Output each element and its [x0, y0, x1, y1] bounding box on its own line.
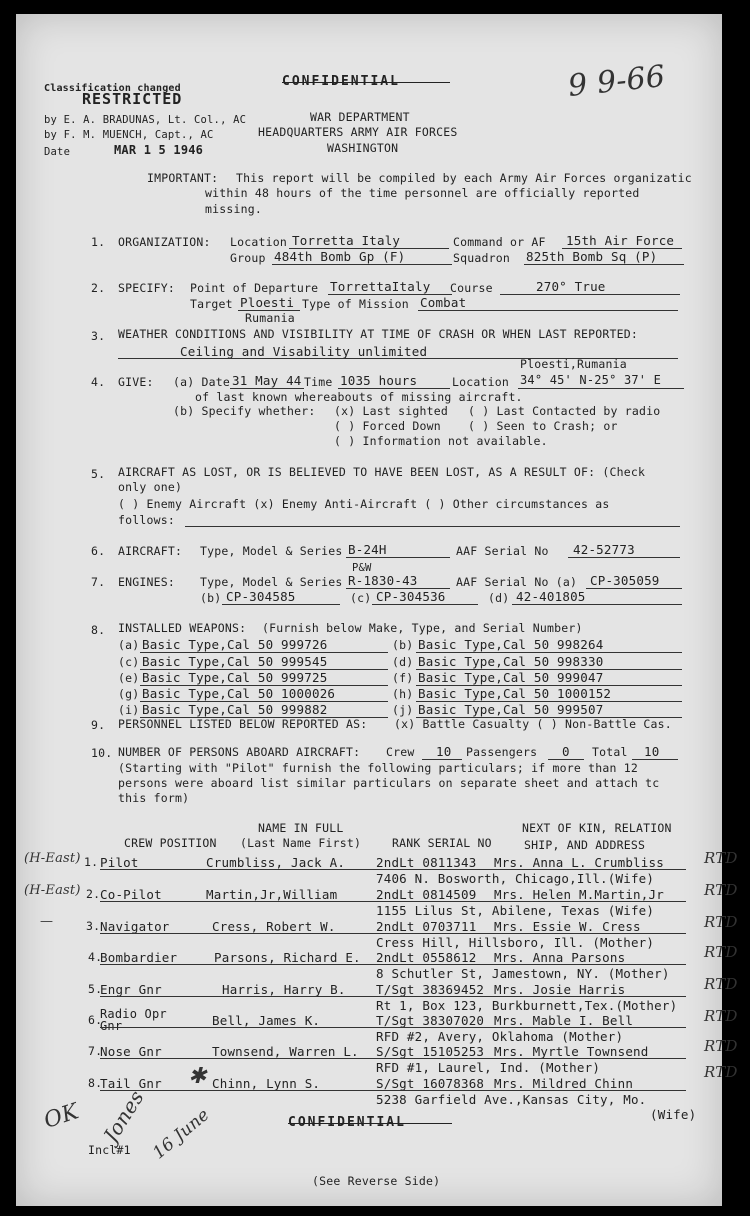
stamp-date-label: Date	[44, 146, 71, 158]
s5-label-line-2: only one)	[118, 480, 183, 494]
crew-rank-serial: 2ndLt 0814509	[376, 887, 477, 902]
crew-status-mark: RTD	[704, 943, 738, 961]
s4-number: 4.	[91, 375, 106, 389]
s6-serial: 42-52773	[573, 542, 635, 557]
header-washington: WASHINGTON	[327, 141, 399, 155]
crew-name: Chinn, Lynn S.	[212, 1076, 321, 1091]
crew-kin: Mrs. Myrtle Townsend	[494, 1044, 649, 1059]
important-line-3: missing.	[205, 202, 262, 216]
weapon-left-value: Basic Type,Cal 50 999726	[142, 637, 328, 652]
s7-type-label: Type, Model & Series	[200, 575, 343, 589]
crew-rank-serial: 2ndLt 0811343	[376, 855, 477, 870]
crew-address: 1155 Lilus St, Abilene, Texas (Wife)	[376, 903, 655, 918]
crew-header-last-first: (Last Name First)	[240, 836, 362, 850]
s5-options: ( ) Enemy Aircraft (x) Enemy Anti-Aircraft ( ) Other circumstances as	[118, 497, 610, 511]
crew-name: Crumbliss, Jack A.	[206, 855, 346, 870]
s2-target: Ploesti	[240, 295, 295, 310]
weapon-left-letter: (e)	[118, 671, 140, 685]
s2-course-label: Course	[450, 281, 493, 295]
crew-status-mark: RTD	[704, 1063, 738, 1081]
crew-address: 8 Schutler St, Jamestown, NY. (Mother)	[376, 966, 670, 981]
crew-number: 2.	[86, 887, 101, 901]
s7-type: R-1830-43	[348, 573, 418, 588]
important-label: IMPORTANT:	[147, 171, 219, 185]
s7-serial-b: CP-304585	[226, 589, 296, 604]
s10-note-2: persons were aboard list similar particulars on separate sheet and attach tc	[118, 776, 660, 790]
footer-classification-strikethrough	[288, 1123, 452, 1124]
s2-course: 270° True	[536, 279, 606, 294]
footer-classification: CONFIDENTIAL	[288, 1115, 406, 1130]
s2-number: 2.	[91, 281, 106, 295]
crew-position: Engr Gnr	[100, 982, 162, 997]
s1-squadron-label: Squadron	[453, 251, 510, 265]
s1-location-label: Location	[230, 235, 287, 249]
s1-label: ORGANIZATION:	[118, 235, 211, 249]
crew-position: Tail Gnr	[100, 1076, 162, 1091]
s3-number: 3.	[91, 329, 106, 343]
s10-note-3: this form)	[118, 791, 190, 805]
s10-label: NUMBER OF PERSONS ABOARD AIRCRAFT:	[118, 745, 361, 759]
s2-label: SPECIFY:	[118, 281, 175, 295]
s2-departure-label: Point of Departure	[190, 281, 319, 295]
crew-rank-serial: S/Sgt 15105253	[376, 1044, 485, 1059]
crew-rank-serial: 2ndLt 0558612	[376, 950, 477, 965]
s7-d-label: (d)	[488, 591, 510, 605]
crew-number: 5.	[88, 982, 103, 996]
crew-side-note: (H-East)	[24, 851, 81, 866]
weapon-right-letter: (h)	[392, 687, 414, 701]
stamp-classification-changed: Classification changed	[44, 83, 181, 94]
s4-label: GIVE:	[118, 375, 154, 389]
s4-time-label: Time	[304, 375, 333, 389]
weapon-right-value: Basic Type,Cal 50 998330	[418, 654, 604, 669]
crew-position: Co-Pilot	[100, 887, 162, 902]
s4-location-label: Location	[452, 375, 509, 389]
crew-name: Martin,Jr,William	[206, 887, 338, 902]
s10-note-1: (Starting with "Pilot" furnish the following particulars; if more than 12	[118, 761, 639, 775]
s6-type-label: Type, Model & Series	[200, 544, 343, 558]
crew-kin: Mrs. Essie W. Cress	[494, 919, 641, 934]
s1-number: 1.	[91, 235, 106, 249]
s7-serial-d: 42-401805	[516, 589, 586, 604]
s4-location: 34° 45' N-25° 37' E	[520, 373, 662, 387]
s1-location: Torretta Italy	[292, 233, 401, 248]
crew-address: 5238 Garfield Ave.,Kansas City, Mo.	[376, 1092, 647, 1107]
s4-opt-seen-crash: ( ) Seen to Crash; or	[468, 419, 618, 433]
s9-number: 9.	[91, 718, 106, 732]
s4-known: of last known whereabouts of missing aircraft.	[195, 390, 523, 404]
crew-position: Nose Gnr	[100, 1044, 162, 1059]
s2-departure: TorrettaItaly	[330, 279, 431, 294]
s4-b-label: (b) Specify whether:	[173, 404, 316, 418]
crew-kin: Mrs. Mable I. Bell	[494, 1013, 634, 1028]
crew-address-relation: (Wife)	[650, 1107, 697, 1122]
stamp-by-line-1: by E. A. BRADUNAS, Lt. Col., AC	[44, 114, 247, 126]
s6-serial-label: AAF Serial No	[456, 544, 549, 558]
s5-label-line-1: AIRCRAFT AS LOST, OR IS BELIEVED TO HAVE BEEN LOST, AS A RESULT OF: (Check	[118, 465, 646, 479]
crew-status-mark: RTD	[704, 1037, 738, 1055]
s1-squadron: 825th Bomb Sq (P)	[526, 249, 658, 264]
s7-label: ENGINES:	[118, 575, 175, 589]
header-war-department: WAR DEPARTMENT	[310, 110, 410, 124]
weapon-right-value: Basic Type,Cal 50 1000152	[418, 686, 612, 701]
weapon-left-value: Basic Type,Cal 50 999725	[142, 670, 328, 685]
crew-status-mark: RTD	[704, 913, 738, 931]
weapon-right-value: Basic Type,Cal 50 999047	[418, 670, 604, 685]
s2-mission-label: Type of Mission	[302, 297, 409, 311]
crew-status-mark: RTD	[704, 975, 738, 993]
crew-name: Cress, Robert W.	[212, 919, 336, 934]
weapon-right-letter: (j)	[392, 703, 414, 717]
s8-number: 8.	[91, 623, 106, 637]
s10-total: 10	[644, 744, 660, 759]
crew-address: RFD #2, Avery, Oklahoma (Mother)	[376, 1029, 624, 1044]
crew-kin: Mrs. Anna Parsons	[494, 950, 626, 965]
s10-passengers-label: Passengers	[466, 745, 538, 759]
weapon-right-letter: (d)	[392, 655, 414, 669]
s4-opt-last-contacted: ( ) Last Contacted by radio	[468, 404, 661, 418]
s8-label: INSTALLED WEAPONS:	[118, 621, 247, 635]
s2-target-country: Rumania	[245, 311, 295, 325]
s4-date-label: (a) Date	[173, 375, 230, 389]
s7-pw: P&W	[352, 562, 372, 574]
s7-c-label: (c)	[350, 591, 372, 605]
weapon-left-value: Basic Type,Cal 50 999882	[142, 702, 328, 717]
crew-kin: Mrs. Anna L. Crumbliss	[494, 855, 664, 870]
crew-address: Rt 1, Box 123, Burkburnett,Tex.(Mother)	[376, 998, 678, 1013]
s7-number: 7.	[91, 575, 106, 589]
s6-type: B-24H	[348, 542, 387, 557]
crew-position: Pilot	[100, 855, 139, 870]
stamp-by-line-2: by F. M. MUENCH, Capt., AC	[44, 129, 214, 141]
crew-status-mark: RTD	[704, 1007, 738, 1025]
crew-rank-serial: S/Sgt 16078368	[376, 1076, 485, 1091]
s7-serial-a: CP-305059	[590, 573, 660, 588]
crew-number: 7.	[88, 1044, 103, 1058]
weapon-right-letter: (b)	[392, 638, 414, 652]
s10-crew: 10	[436, 744, 452, 759]
s7-serial-label: AAF Serial No (a)	[456, 575, 578, 589]
s6-label: AIRCRAFT:	[118, 544, 183, 558]
s4-opt-forced-down: ( ) Forced Down	[334, 419, 441, 433]
important-line-1: This report will be compiled by each Army Air Forces organizatic	[236, 171, 692, 185]
crew-header-ship-address: SHIP, AND ADDRESS	[524, 838, 646, 852]
s1-group-label: Group	[230, 251, 266, 265]
s4-opt-info-na: ( ) Information not available.	[334, 434, 548, 448]
s8-subtitle: (Furnish below Make, Type, and Serial Number)	[262, 621, 583, 635]
crew-name: Parsons, Richard E.	[214, 950, 361, 965]
footer-inclosure: Incl#1	[88, 1143, 131, 1157]
crew-status-mark: RTD	[704, 881, 738, 899]
s3-label: WEATHER CONDITIONS AND VISIBILITY AT TIME OF CRASH OR WHEN LAST REPORTED:	[118, 327, 639, 341]
s5-number: 5.	[91, 467, 106, 481]
crew-header-rank-serial: RANK SERIAL NO	[392, 836, 492, 850]
crew-number: 6.	[88, 1013, 103, 1027]
crew-number: 1.	[84, 855, 99, 869]
crew-side-note: (H-East)	[24, 883, 81, 898]
crew-header-position: CREW POSITION	[124, 836, 217, 850]
stamp-restricted: RESTRICTED	[82, 90, 183, 108]
weapon-right-value: Basic Type,Cal 50 999507	[418, 702, 604, 717]
crew-header-next-of-kin: NEXT OF KIN, RELATION	[522, 821, 672, 835]
crew-side-note: —	[40, 914, 54, 929]
handwritten-ok: OK	[40, 1099, 82, 1134]
crew-name: Bell, James K.	[212, 1013, 321, 1028]
handwritten-file-number: 9 9-66	[566, 59, 667, 104]
crew-position: Radio Opr Gnr	[100, 1007, 167, 1033]
crew-number: 4.	[88, 950, 103, 964]
weapon-left-letter: (c)	[118, 655, 140, 669]
crew-kin: Mrs. Helen M.Martin,Jr	[494, 887, 664, 902]
weapon-left-value: Basic Type,Cal 50 999545	[142, 654, 328, 669]
handwritten-date: 16 June	[149, 1104, 214, 1164]
weapon-left-letter: (a)	[118, 638, 140, 652]
weapon-right-value: Basic Type,Cal 50 998264	[418, 637, 604, 652]
s1-group: 484th Bomb Gp (F)	[274, 249, 406, 264]
s2-target-label: Target	[190, 297, 233, 311]
crew-address: RFD #1, Laurel, Ind. (Mother)	[376, 1060, 601, 1075]
s4-opt-last-sighted: (x) Last sighted	[334, 404, 448, 418]
crew-rank-serial: T/Sgt 38369452	[376, 982, 485, 997]
important-line-2: within 48 hours of the time personnel are officially reported	[205, 186, 640, 200]
crew-rank-serial: 2ndLt 0703711	[376, 919, 477, 934]
crew-number: 3.	[86, 919, 101, 933]
crew-name: Townsend, Warren L.	[212, 1044, 359, 1059]
s10-crew-label: Crew	[386, 745, 415, 759]
crew-address: Cress Hill, Hillsboro, Ill. (Mother)	[376, 935, 655, 950]
weapon-right-letter: (f)	[392, 671, 414, 685]
s9-label: PERSONNEL LISTED BELOW REPORTED AS:	[118, 717, 368, 731]
crew-status-mark: RTD	[704, 849, 738, 867]
crew-name: Harris, Harry B.	[222, 982, 346, 997]
weapon-left-letter: (i)	[118, 703, 140, 717]
s7-serial-c: CP-304536	[376, 589, 446, 604]
header-headquarters: HEADQUARTERS ARMY AIR FORCES	[258, 125, 458, 139]
s1-command-label: Command or AF	[453, 235, 546, 249]
s10-total-label: Total	[592, 745, 628, 759]
s9-options: (x) Battle Casualty ( ) Non-Battle Cas.	[394, 717, 672, 731]
crew-address: 7406 N. Bosworth, Chicago,Ill.(Wife)	[376, 871, 655, 886]
s10-passengers: 0	[562, 744, 570, 759]
crew-position: Bombardier	[100, 950, 178, 965]
header-classification: CONFIDENTIAL	[282, 74, 400, 89]
footer-see-reverse: (See Reverse Side)	[312, 1174, 441, 1188]
handwritten-initials: Jones	[98, 1086, 149, 1147]
weapon-left-letter: (g)	[118, 687, 140, 701]
asterisk-mark-icon: ✱	[188, 1064, 207, 1089]
stamp-date-value: MAR 1 5 1946	[114, 143, 204, 157]
s2-mission: Combat	[420, 295, 467, 310]
crew-header-name-in-full: NAME IN FULL	[258, 821, 344, 835]
classification-strikethrough	[282, 82, 450, 83]
crew-rank-serial: T/Sgt 38307020	[376, 1013, 485, 1028]
crew-kin: Mrs. Mildred Chinn	[494, 1076, 634, 1091]
s10-number: 10.	[91, 746, 113, 760]
crew-number: 8.	[88, 1076, 103, 1090]
s7-b-label: (b)	[200, 591, 222, 605]
crew-kin: Mrs. Josie Harris	[494, 982, 626, 997]
s6-number: 6.	[91, 544, 106, 558]
s1-command: 15th Air Force	[566, 233, 675, 248]
crew-position: Navigator	[100, 919, 170, 934]
s5-follows: follows:	[118, 513, 175, 527]
s4-time: 1035 hours	[340, 373, 418, 388]
s4-location-top: Ploesti,Rumania	[520, 357, 627, 371]
weapon-left-value: Basic Type,Cal 50 1000026	[142, 686, 336, 701]
s3-weather: Ceiling and Visability unlimited	[180, 344, 428, 359]
s4-date: 31 May 44	[232, 373, 302, 388]
